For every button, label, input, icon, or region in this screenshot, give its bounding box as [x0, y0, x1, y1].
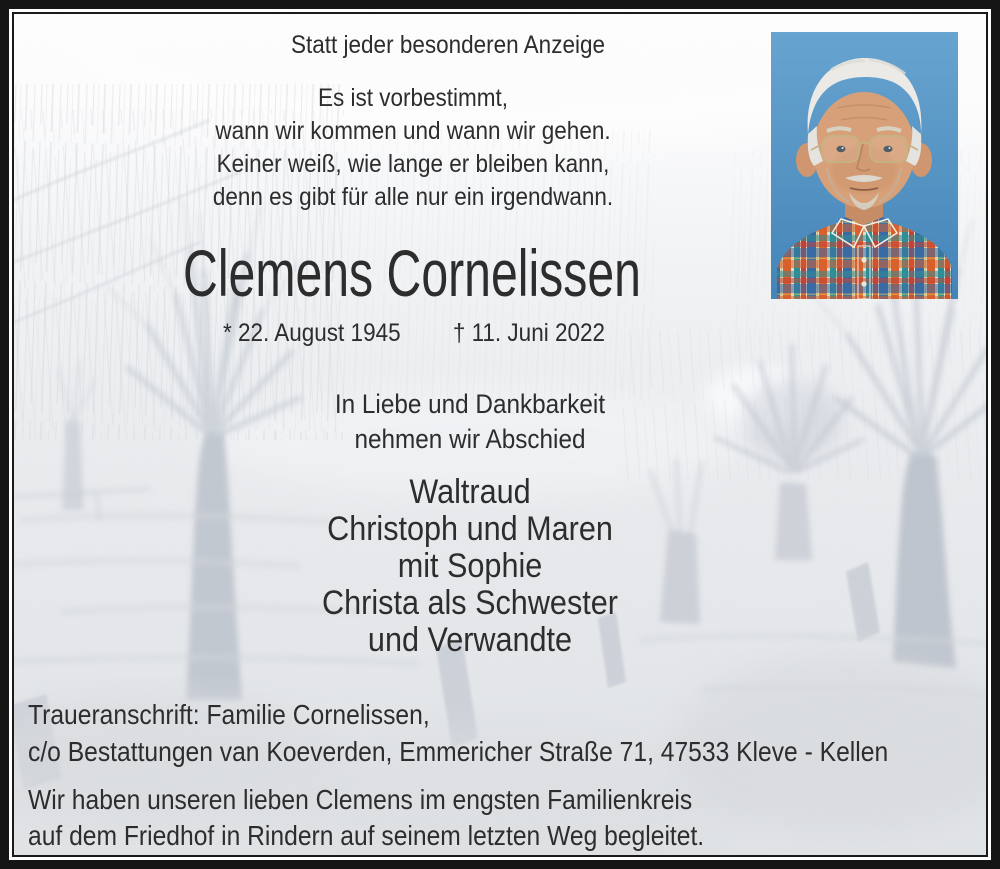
closing-statement: [28, 782, 796, 854]
preamble-text: Statt jeder besonderen Anzeige: [291, 31, 605, 59]
address-line: c/o Bestattungen van Koeverden, Emmericher Straße 71, 47533 Kleve - Kellen: [28, 736, 889, 767]
closing-line: auf dem Friedhof in Rindern auf seinem letzten Weg begleitet.: [28, 820, 705, 851]
poem-line: wann wir kommen und wann wir gehen.: [215, 117, 611, 145]
memorial-poem: [113, 82, 713, 214]
life-dates: [114, 319, 714, 347]
mourner-line: Christa als Schwester: [322, 584, 618, 622]
mourning-address: [28, 696, 1000, 770]
mourner-line: und Verwandte: [367, 621, 573, 659]
farewell-line: In Liebe und Dankbarkeit: [334, 389, 606, 419]
poem-line: denn es gibt für alle nur ein irgendwann.: [212, 183, 614, 211]
closing-line: Wir haben unseren lieben Clemens im engsten Familienkreis: [28, 784, 693, 815]
preamble-line: [148, 31, 748, 59]
farewell-lines: [170, 387, 770, 457]
mourners-list: [170, 474, 770, 659]
birth-date: * 22. August 1945: [222, 319, 401, 347]
death-date: † 11. Juni 2022: [452, 319, 606, 347]
mourner-line: Waltraud: [409, 473, 531, 511]
poem-line: Keiner weiß, wie lange er bleiben kann,: [216, 150, 610, 178]
mourner-line: Christoph und Maren: [327, 510, 613, 548]
address-line: Traueranschrift: Familie Cornelissen,: [28, 699, 430, 730]
mourner-line: mit Sophie: [397, 547, 543, 585]
poem-line: Es ist vorbestimmt,: [317, 84, 509, 112]
deceased-name: Clemens Cornelissen: [183, 236, 641, 310]
farewell-line: nehmen wir Abschied: [354, 424, 586, 454]
portrait-photo: [771, 32, 958, 299]
